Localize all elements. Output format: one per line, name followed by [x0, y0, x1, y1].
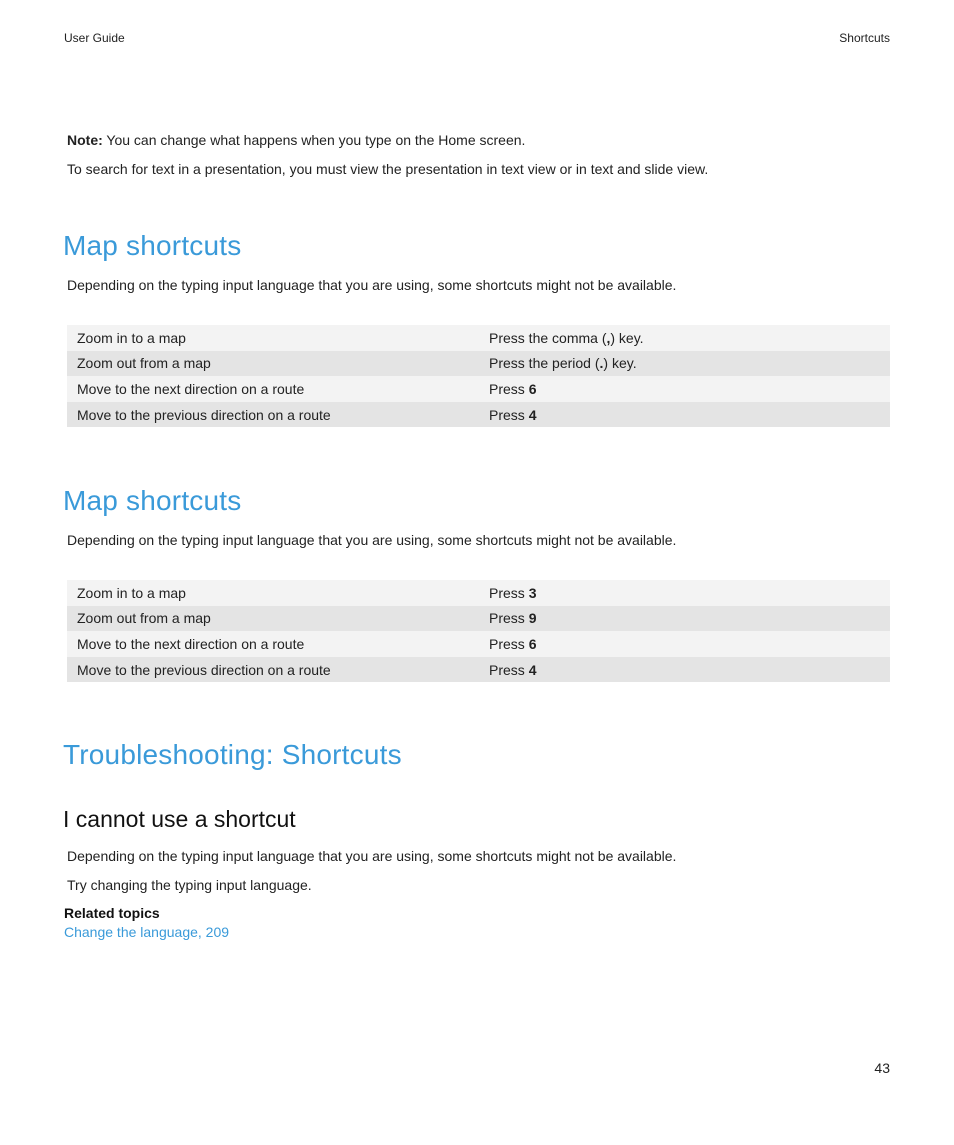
search-paragraph: To search for text in a presentation, you must view the presentation in text view or in text and slide view.: [67, 161, 709, 177]
shortcut-cell: Press 3: [489, 584, 537, 601]
key-label: 3: [528, 584, 537, 601]
shortcut-cell: Press 9: [489, 610, 537, 627]
table-row: [67, 351, 890, 377]
section1-intro: Depending on the typing input language that you are using, some shortcuts might not be available.: [67, 277, 677, 293]
key-label: .: [599, 355, 604, 372]
key-label: 6: [528, 635, 537, 652]
table-row: [67, 402, 890, 428]
action-cell: Move to the next direction on a route: [77, 635, 305, 652]
section-title-map-shortcuts-1: Map shortcuts: [63, 230, 242, 261]
table-row: [67, 657, 890, 683]
shortcut-cell: Press 4: [489, 661, 537, 678]
key-label: 9: [528, 610, 537, 627]
key-label: 4: [528, 406, 537, 423]
section-title-troubleshooting: Troubleshooting: Shortcuts: [63, 739, 402, 770]
header-guide-title: User Guide: [64, 31, 125, 45]
action-cell: Zoom in to a map: [77, 329, 186, 346]
action-cell: Zoom in to a map: [77, 584, 186, 601]
table-row: [67, 580, 890, 606]
key-label: 4: [528, 661, 537, 678]
subsection-title: I cannot use a shortcut: [63, 806, 296, 832]
action-cell: Zoom out from a map: [77, 355, 211, 372]
note-text: You can change what happens when you type on the Home screen.: [102, 132, 526, 148]
related-topic-link[interactable]: Change the language, 209: [64, 924, 230, 940]
section2-intro: Depending on the typing input language that you are using, some shortcuts might not be available.: [67, 532, 677, 548]
table-row: [67, 631, 890, 657]
shortcut-cell: Press 6: [489, 380, 537, 397]
action-cell: Move to the previous direction on a route: [77, 406, 331, 423]
table-row: [67, 325, 890, 351]
shortcut-cell: Press 4: [489, 406, 537, 423]
shortcut-cell: Press the comma (,) key.: [489, 329, 644, 346]
related-topics-heading: Related topics: [64, 905, 160, 921]
shortcuts-table-1: [67, 325, 890, 427]
troubleshooting-paragraph-2: Try changing the typing input language.: [67, 877, 312, 893]
table-row: [67, 376, 890, 402]
shortcut-cell: Press 6: [489, 635, 537, 652]
shortcut-cell: Press the period (.) key.: [489, 355, 637, 372]
key-label: 6: [528, 380, 537, 397]
note-paragraph: [67, 131, 525, 149]
troubleshooting-paragraph-1: Depending on the typing input language that you are using, some shortcuts might not be available.: [67, 848, 677, 864]
header-section-title: Shortcuts: [839, 31, 890, 45]
action-cell: Move to the next direction on a route: [77, 380, 305, 397]
action-cell: Move to the previous direction on a route: [77, 661, 331, 678]
key-label: ,: [606, 329, 611, 346]
table-row: [67, 606, 890, 632]
section-title-map-shortcuts-2: Map shortcuts: [63, 485, 242, 516]
note-label: Note:: [67, 132, 103, 148]
shortcuts-table-2: [67, 580, 890, 682]
action-cell: Zoom out from a map: [77, 610, 211, 627]
page-number: 43: [874, 1060, 890, 1076]
